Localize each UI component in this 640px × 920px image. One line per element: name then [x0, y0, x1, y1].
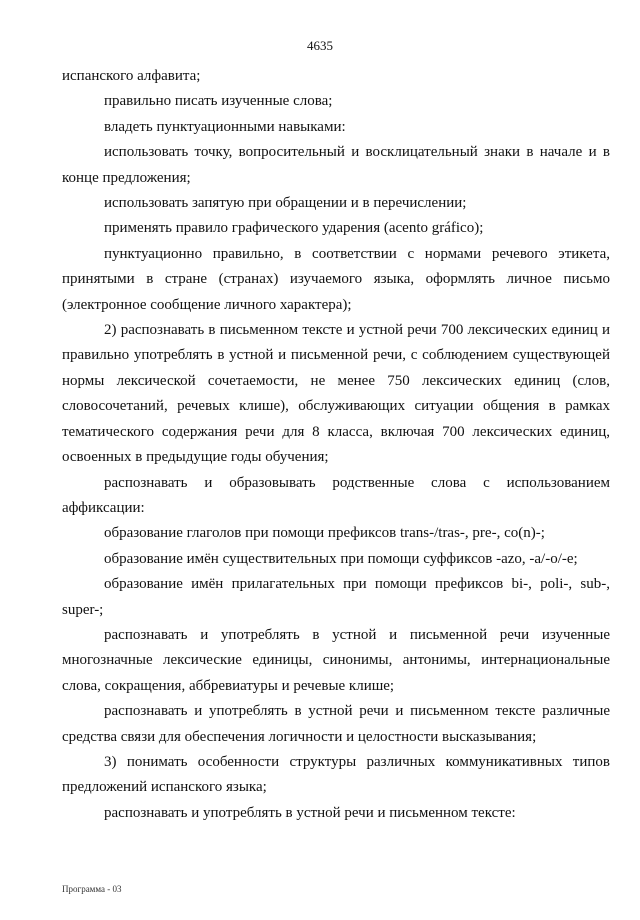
paragraph-12: образование имён прилагательных при помощи префиксов bi-, poli-, sub-, super-;: [62, 576, 610, 618]
paragraph-3: владеть пунктуационными навыками:: [104, 118, 346, 135]
footer-label: Программа - 03: [62, 884, 122, 894]
page-number: 4635: [307, 38, 333, 53]
paragraph-5: использовать запятую при обращении и в перечислении;: [104, 195, 467, 212]
paragraph-14: распознавать и употреблять в устной речи и письменном тексте различные средства связи для обеспечения логичности и целостности высказывания;: [62, 703, 610, 745]
paragraph-4: использовать точку, вопросительный и восклицательный знаки в начале и в конце предложения;: [62, 144, 610, 186]
document-body: [62, 64, 610, 826]
paragraph-8: 2) распознавать в письменном тексте и устной речи 700 лексических единиц и правильно употреблять в устной и письменной речи, с соблюдением существующей нормы лексической сочетаемости, не менее 750 лексических единиц (слов, словосочетаний, речевых клише), обслуживающих ситуации общения в рамках тематического содержания речи для 8 класса, включая 700 лексических единиц, освоенных в предыдущие годы обучения;: [62, 322, 610, 466]
paragraph-13: распознавать и употреблять в устной и письменной речи изученные многозначные лексические единицы, синонимы, антонимы, интернациональные слова, сокращения, аббревиатуры и речевые клише;: [62, 626, 610, 694]
paragraph-9: распознавать и образовывать родственные слова с использованием аффиксации:: [62, 474, 610, 516]
paragraph-16: распознавать и употреблять в устной речи и письменном тексте:: [104, 804, 516, 821]
paragraph-10: образование глаголов при помощи префиксов trans-/tras-, pre-, co(n)-;: [104, 525, 545, 542]
paragraph-6: применять правило графического ударения (acento gráfico);: [104, 220, 484, 237]
paragraph-2: правильно писать изученные слова;: [104, 93, 333, 110]
paragraph-1: испанского алфавита;: [62, 68, 201, 84]
paragraph-11: образование имён существительных при помощи суффиксов -azo, -a/-o/-e;: [104, 550, 578, 567]
paragraph-7: пунктуационно правильно, в соответствии с нормами речевого этикета, принятыми в стране (странах) изучаемого языка, оформлять личное письмо (электронное сообщение личного характера);: [62, 245, 610, 313]
paragraph-15: 3) понимать особенности структуры различных коммуникативных типов предложений испанского языка;: [62, 753, 610, 796]
